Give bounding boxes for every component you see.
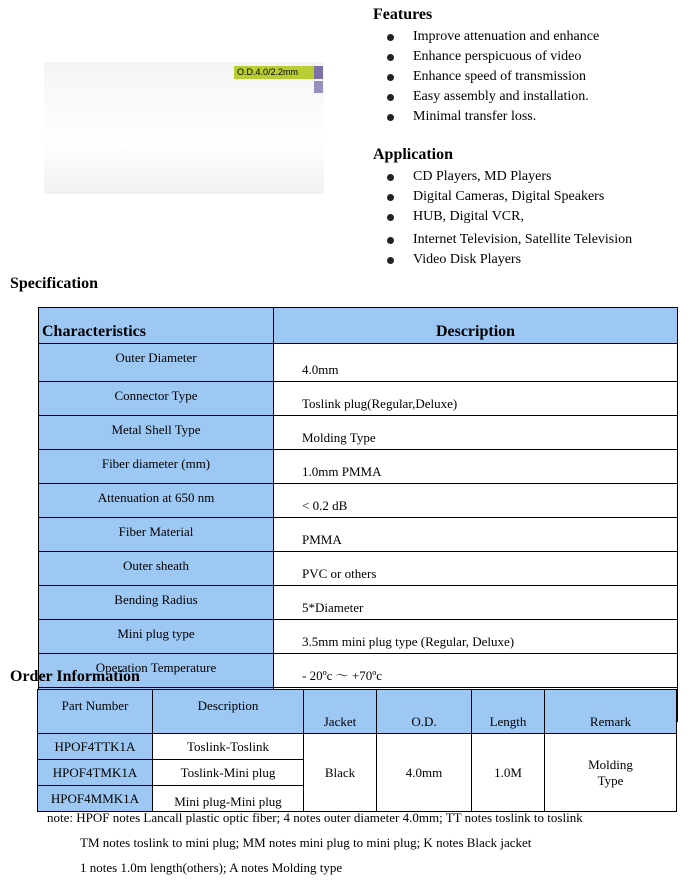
application-title: Application (373, 146, 454, 163)
list-item: Enhance perspicuous of video (387, 47, 599, 67)
remark-header: Remark (545, 690, 677, 734)
table-row (38, 734, 677, 760)
table-header-row (39, 308, 678, 344)
order-table (37, 689, 677, 812)
list-item: Improve attenuation and enhance (387, 27, 599, 47)
remark-cell: Molding Type (545, 734, 677, 812)
table-row: Connector Type Toslink plug(Regular,Deluxe) (39, 382, 678, 416)
bullet-icon (387, 194, 394, 201)
features-title: Features (373, 6, 433, 23)
table-row: Outer sheath PVC or others (39, 552, 678, 586)
jacket-header: Jacket (304, 690, 377, 734)
table-row: Bending Radius 5*Diameter (39, 586, 678, 620)
list-item: Minimal transfer loss. (387, 107, 599, 127)
bullet-icon (387, 54, 394, 61)
description-header: Description (274, 308, 678, 344)
bullet-icon (387, 34, 394, 41)
description-cell: Toslink-Mini plug (153, 760, 304, 786)
part-number-cell: HPOF4TMK1A (38, 760, 153, 786)
od-header: O.D. (377, 690, 472, 734)
bullet-icon (387, 237, 394, 244)
bullet-icon (387, 94, 394, 101)
part-number-cell: HPOF4TTK1A (38, 734, 153, 760)
table-header-row (38, 690, 677, 734)
bullet-icon (387, 257, 394, 264)
list-item: CD Players, MD Players (387, 167, 632, 187)
list-item: Digital Cameras, Digital Speakers (387, 187, 632, 207)
table-row: Attenuation at 650 nm < 0.2 dB (39, 484, 678, 518)
product-photo (44, 62, 324, 194)
bullet-icon (387, 114, 394, 121)
specification-title: Specification (10, 275, 98, 292)
characteristics-header: Characteristics (39, 308, 274, 344)
bullet-icon (387, 174, 394, 181)
note-line: 1 notes 1.0m length(others); A notes Molding type (80, 860, 343, 875)
specification-table (38, 307, 678, 722)
note-line: note: HPOF notes Lancall plastic optic fiber; 4 notes outer diameter 4.0mm; TT notes toslink to toslink (47, 810, 583, 825)
bullet-icon (387, 74, 394, 81)
features-list (387, 27, 599, 127)
table-row: Operation Temperature - 20ºc ～ +70ºc (39, 654, 678, 688)
table-row: Mini plug type 3.5mm mini plug type (Regular, Deluxe) (39, 620, 678, 654)
note-line: TM notes toslink to mini plug; MM notes mini plug to mini plug; K notes Black jacket (80, 835, 532, 850)
length-cell: 1.0M (472, 734, 545, 812)
table-row: Outer Diameter 4.0mm (39, 344, 678, 382)
application-list (387, 167, 632, 270)
description-cell: Mini plug-Mini plug (153, 786, 304, 812)
table-row: Metal Shell Type Molding Type (39, 416, 678, 450)
jacket-cell: Black (304, 734, 377, 812)
list-item: Video Disk Players (387, 250, 632, 270)
description-header: Description (153, 690, 304, 734)
part-number-cell: HPOF4MMK1A (38, 786, 153, 812)
table-row: Fiber diameter (mm) 1.0mm PMMA (39, 450, 678, 484)
bullet-icon (387, 214, 394, 221)
length-header: Length (472, 690, 545, 734)
od-cell: 4.0mm (377, 734, 472, 812)
color-swatch (314, 81, 323, 93)
list-item: Easy assembly and installation. (387, 87, 599, 107)
part-number-header: Part Number (38, 690, 153, 734)
od-label: O.D.4.0/2.2mm (234, 66, 314, 79)
list-item: Enhance speed of transmission (387, 67, 599, 87)
description-cell: Toslink-Toslink (153, 734, 304, 760)
color-swatch (314, 66, 323, 79)
list-item: Internet Television, Satellite Television (387, 230, 632, 250)
list-item: HUB, Digital VCR, (387, 207, 632, 227)
table-row: Fiber Material PMMA (39, 518, 678, 552)
order-information-title: Order Information (10, 668, 140, 685)
